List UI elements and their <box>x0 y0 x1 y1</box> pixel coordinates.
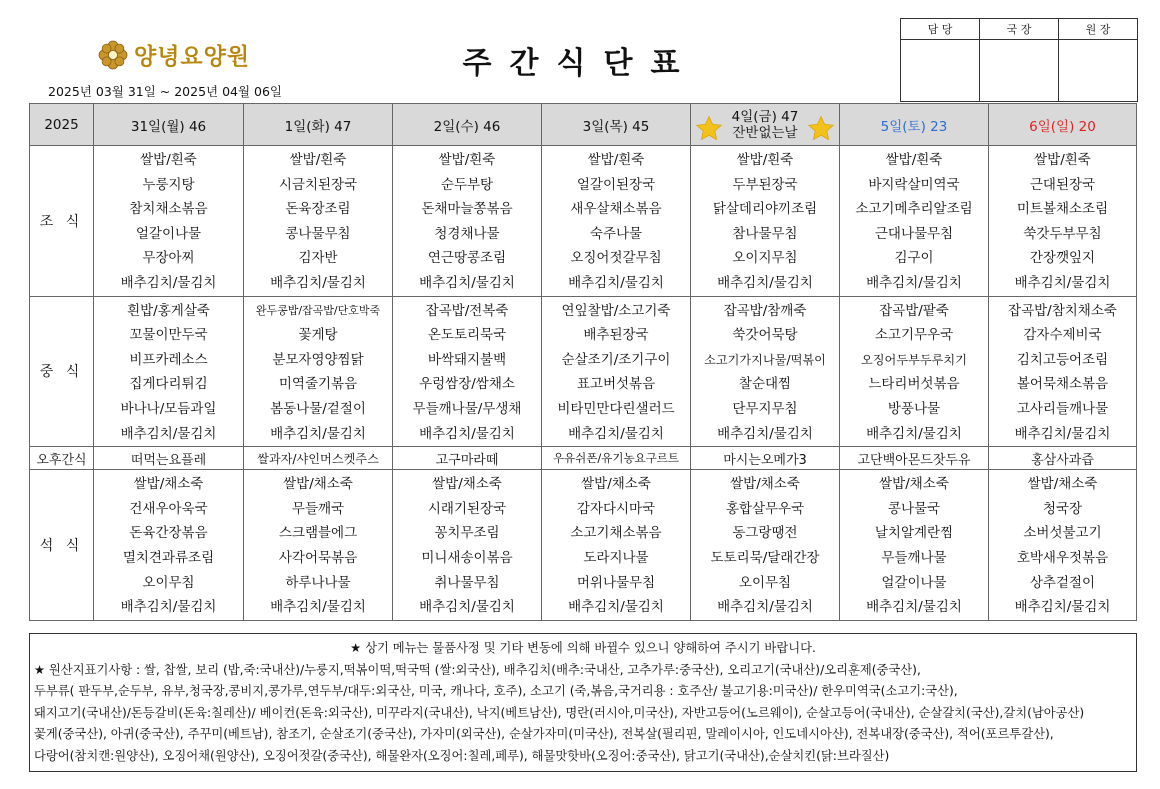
dish: 쌀밥/채소죽 <box>730 476 800 493</box>
dish: 쑥갓어묵탕 <box>732 327 798 344</box>
dish: 순살조기/조기구이 <box>561 351 671 368</box>
dish: 소고기채소볶음 <box>570 525 662 542</box>
snack-cell: 우유쉬폰/유기농요구르트 <box>542 447 691 470</box>
dish: 도라지나물 <box>583 549 649 566</box>
day-header-sunday: 6일(일) 20 <box>989 104 1137 146</box>
dish: 소버섯불고기 <box>1023 525 1102 542</box>
dish: 오징어젓갈무침 <box>570 250 662 267</box>
dish: 시금치된장국 <box>278 176 358 193</box>
origin-line: 돼지고기(국내산)/돈등갈비(돈육:칠레산)/ 베이컨(돈육:외국산), 미꾸라지(국내산), 낙지(베트남산), 명란(러시아,미국산), 자반고등어(노르웨이), 순살고등어(국내산), 순살갈치(국산),갈치(남아공산) <box>34 705 1085 720</box>
origin-line: 꽃게(중국산), 아귀(중국산), 주꾸미(베트남), 참조기, 순살조기(중국산), 가자미(외국산), 순살가자미(미국산), 전복살(필리핀, 말레이시아, 인도네시아산), 전복내장(중국산), 적어(포르투갈산), <box>34 727 1054 742</box>
dish: 소고기가지나물/떡볶이 <box>704 352 826 367</box>
menu-cell <box>691 146 840 297</box>
dish: 상추겉절이 <box>1029 574 1096 591</box>
dish: 단무지무침 <box>732 400 798 417</box>
dish: 김구이 <box>894 250 934 267</box>
menu-cell <box>542 470 691 621</box>
menu-cell <box>393 296 542 447</box>
dish: 잡곡밥/참깨죽 <box>723 302 807 319</box>
day-header-special <box>691 104 840 146</box>
dish: 쌀밥/흰죽 <box>587 152 645 168</box>
dish: 배추김치/물김치 <box>270 274 366 291</box>
page-title: 주간식단표 <box>462 46 698 81</box>
dish: 무들깨나물/무생채 <box>412 400 522 417</box>
flower-logo-icon <box>98 40 128 70</box>
dish: 쌀밥/채소죽 <box>283 476 353 493</box>
dish: 날치알계란찜 <box>874 525 954 542</box>
dish: 배추된장국 <box>583 327 649 344</box>
date-range: 2025년 03월 31일 ~ 2025년 04월 06일 <box>48 84 283 99</box>
day-header: 1일(화) 47 <box>244 104 393 146</box>
dish: 바지락살미역국 <box>868 176 960 193</box>
dish: 얼갈이나물 <box>881 574 947 591</box>
snack-cell: 고단백아몬드잣두유 <box>840 447 989 470</box>
dish: 미트볼채소조림 <box>1016 201 1109 218</box>
dish: 연근땅콩조림 <box>427 250 507 267</box>
dish: 잡곡밥/전복죽 <box>425 302 509 319</box>
snack-row <box>30 447 1137 470</box>
dish: 스크램블에그 <box>278 525 358 542</box>
dish: 새우살채소볶음 <box>570 201 662 218</box>
dish: 찰순대찜 <box>738 376 792 393</box>
approval-label: 담 당 <box>901 19 980 40</box>
dish: 쌀밥/흰죽 <box>140 152 197 168</box>
dish: 감자다시마국 <box>576 500 656 517</box>
dish: 온도토리묵국 <box>427 327 507 344</box>
dish: 소고기메추리알조림 <box>855 201 973 218</box>
approval-sign-cell[interactable] <box>980 40 1059 102</box>
day-header-saturday: 5일(토) 23 <box>840 104 989 146</box>
dish: 배추김치/물김치 <box>120 425 217 442</box>
menu-cell <box>244 296 393 447</box>
dish: 참치채소볶음 <box>129 201 208 218</box>
dish: 미니새송이볶음 <box>421 549 513 566</box>
dish: 얼갈이된장국 <box>576 176 656 193</box>
menu-cell <box>691 296 840 447</box>
dish: 쌀밥/흰죽 <box>736 152 794 168</box>
dish: 쌀밥/채소죽 <box>581 476 651 493</box>
day-sub-label: 잔반없는날 <box>732 124 798 141</box>
dish: 김치고등어조림 <box>1016 351 1109 368</box>
approval-label: 국 장 <box>980 19 1059 40</box>
day-header: 31일(월) 46 <box>94 104 244 146</box>
dish: 꼬물이만두국 <box>129 327 208 344</box>
day-label: 4일(금) 47 <box>731 108 799 125</box>
meal-label: 오후간식 <box>30 447 94 470</box>
dish: 미역줄기볶음 <box>278 376 358 393</box>
meal-label: 석 식 <box>30 470 94 621</box>
dish: 청경채나물 <box>434 225 500 242</box>
menu-cell <box>393 146 542 297</box>
menu-cell <box>840 470 989 621</box>
dish: 청국장 <box>1042 500 1083 517</box>
logo <box>98 38 250 71</box>
dish: 느타리버섯볶음 <box>868 376 960 393</box>
dish: 흰밥/홍게살죽 <box>127 302 210 319</box>
dish: 간장깻잎지 <box>1029 250 1096 267</box>
dish: 쌀밥/채소죽 <box>1027 476 1098 493</box>
dish: 호박새우젓볶음 <box>1016 549 1109 566</box>
dish: 무들깨나물 <box>881 549 947 566</box>
dish: 배추김치/물김치 <box>568 425 664 442</box>
day-header: 2일(수) 46 <box>393 104 542 146</box>
dish: 잡곡밥/팥죽 <box>879 302 949 319</box>
dish: 근대된장국 <box>1029 176 1096 193</box>
dish: 배추김치/물김치 <box>866 274 962 291</box>
origin-line: 다랑어(참치캔:원양산), 오징어채(원양산), 오징어젓갈(중국산), 해물완자(오징어:칠레,페루), 해물맛핫바(오징어:중국산), 닭고기(국내산),순살치킨(닭:브라질산) <box>34 748 890 763</box>
snack-cell: 쌀과자/샤인머스켓주스 <box>244 447 393 470</box>
dish: 배추김치/물김치 <box>568 599 664 616</box>
dish: 배추김치/물김치 <box>1014 425 1111 442</box>
dinner-row <box>30 470 1137 621</box>
dish: 배추김치/물김치 <box>866 425 962 442</box>
dish: 배추김치/물김치 <box>1014 274 1111 291</box>
dish: 돈육장조림 <box>285 201 351 218</box>
day-header: 3일(목) 45 <box>542 104 691 146</box>
dish: 홍합살무우국 <box>725 500 805 517</box>
menu-cell <box>691 470 840 621</box>
dish: 꽃게탕 <box>298 327 338 344</box>
approval-box <box>900 18 1138 102</box>
dish: 취나물무침 <box>434 574 500 591</box>
menu-cell <box>989 470 1137 621</box>
star-icon <box>806 114 836 144</box>
menu-cell <box>989 296 1137 447</box>
dish: 배추김치/물김치 <box>717 599 813 616</box>
dish: 누룽지탕 <box>142 176 195 193</box>
snack-cell: 마시는오메가3 <box>691 447 840 470</box>
dish: 사각어묵볶음 <box>278 549 358 566</box>
dish: 머위나물무침 <box>576 574 656 591</box>
dish: 봄동나물/겉절이 <box>270 400 366 417</box>
dish: 콩나물무침 <box>285 225 351 242</box>
dish: 배추김치/물김치 <box>419 425 515 442</box>
dish: 도토리묵/달래간장 <box>710 549 820 566</box>
dish: 숙주나물 <box>589 225 643 242</box>
dish: 비프카레소스 <box>129 351 208 368</box>
dish: 오징어두부두루치기 <box>861 352 967 367</box>
dish: 꽁치무조림 <box>434 525 500 542</box>
approval-sign-cell[interactable] <box>1059 40 1138 102</box>
dish: 얼갈이나물 <box>135 225 202 242</box>
dish: 시래기된장국 <box>427 500 507 517</box>
dish: 배추김치/물김치 <box>270 425 366 442</box>
dish: 잡곡밥/참치채소죽 <box>1008 302 1117 319</box>
dish: 무장아찌 <box>142 250 195 267</box>
dish: 배추김치/물김치 <box>419 274 515 291</box>
menu-cell <box>840 296 989 447</box>
notice-text: ★ 상기 메뉴는 물품사정 및 기타 변동에 의해 바뀔수 있으니 양해하여 주시기 바랍니다. <box>350 641 816 655</box>
dish: 참나물무침 <box>732 225 798 242</box>
dish: 집게다리튀김 <box>129 376 208 393</box>
origin-line: ★ 원산지표기사항 : 쌀, 찹쌀, 보리 (밥,죽:국내산)/누룽지,떡볶이떡,떡국떡 (쌀:외국산), 배추김치(배추:국내산, 고추가루:중국산), 오리고기(국내산)/오리훈제(중국산), <box>34 662 921 677</box>
dish: 완두콩밥/잡곡밥/단호박죽 <box>255 303 381 317</box>
dish: 우렁쌈장/쌈채소 <box>419 376 515 393</box>
dish: 감자수제비국 <box>1023 327 1102 344</box>
dish: 쌀밥/채소죽 <box>432 476 502 493</box>
dish: 쌀밥/채소죽 <box>879 476 949 493</box>
dish: 비타민만다린샐러드 <box>557 400 675 417</box>
dish: 배추김치/물김치 <box>120 599 217 616</box>
dish: 배추김치/물김치 <box>568 274 664 291</box>
dish: 순두부탕 <box>440 176 494 193</box>
dish: 돈채마늘쫑볶음 <box>421 201 513 218</box>
dish: 오이무침 <box>738 574 792 591</box>
menu-cell <box>840 146 989 297</box>
dish: 표고버섯볶음 <box>576 376 656 393</box>
dish: 오이지무침 <box>732 250 798 267</box>
menu-cell <box>989 146 1137 297</box>
dish: 무들깨국 <box>291 500 345 517</box>
menu-cell <box>244 470 393 621</box>
dish: 바싹돼지불백 <box>427 351 507 368</box>
dish: 오이무침 <box>142 574 195 591</box>
dish: 볼어묵채소볶음 <box>1016 376 1109 393</box>
dish: 동그랑땡전 <box>732 525 798 542</box>
dish: 고사리들깨나물 <box>1016 400 1109 417</box>
dish: 배추김치/물김치 <box>866 599 962 616</box>
logo-text: 양녕요양원 <box>134 44 251 70</box>
meal-label: 중 식 <box>30 296 94 447</box>
menu-cell <box>542 146 691 297</box>
dish: 배추김치/물김치 <box>1014 599 1111 616</box>
dish: 쌀밥/흰죽 <box>438 152 496 168</box>
meal-label: 조 식 <box>30 146 94 297</box>
dish: 건새우아욱국 <box>129 500 208 517</box>
menu-cell <box>94 146 244 297</box>
dish: 쌀밥/흰죽 <box>1034 152 1091 168</box>
dish: 배추김치/물김치 <box>717 274 813 291</box>
menu-cell <box>542 296 691 447</box>
notes-box <box>29 633 1137 772</box>
dish: 닭살데리야끼조림 <box>712 201 818 218</box>
dish: 방풍나물 <box>887 400 941 417</box>
dish: 쌀밥/채소죽 <box>133 476 204 493</box>
dish: 연잎찰밥/소고기죽 <box>561 302 671 319</box>
dish: 콩나물국 <box>887 500 941 517</box>
dish: 하루나나물 <box>285 574 351 591</box>
dish: 멸치견과류조림 <box>122 549 215 566</box>
menu-cell <box>244 146 393 297</box>
menu-cell <box>94 296 244 447</box>
menu-cell <box>393 470 542 621</box>
dish: 두부된장국 <box>732 176 798 193</box>
origin-line: 두부류( 판두부,순두부, 유부,청국장,콩비지,콩가루,연두부/대두:외국산, 미국, 캐나다, 호주), 소고기 (죽,볶음,국거리용 : 호주산/ 불고기용:미국산)/ 한우미역국(소고기:국산), <box>34 684 958 699</box>
dish: 배추김치/물김치 <box>120 274 217 291</box>
dish: 배추김치/물김치 <box>717 425 813 442</box>
dish: 쌀밥/흰죽 <box>885 152 943 168</box>
dish: 소고기무우국 <box>874 327 954 344</box>
dish: 근대나물무침 <box>874 225 954 242</box>
lunch-row <box>30 296 1137 447</box>
snack-cell: 떠먹는요플레 <box>94 447 244 470</box>
breakfast-row <box>30 146 1137 297</box>
approval-sign-cell[interactable] <box>901 40 980 102</box>
snack-cell: 홍삼사과즙 <box>989 447 1137 470</box>
dish: 배추김치/물김치 <box>270 599 366 616</box>
dish: 돈육간장볶음 <box>129 525 208 542</box>
snack-cell: 고구마라떼 <box>393 447 542 470</box>
weekly-menu-table <box>29 103 1137 621</box>
dish: 쑥갓두부무침 <box>1023 225 1102 242</box>
dish: 배추김치/물김치 <box>419 599 515 616</box>
dish: 분모자영양찜닭 <box>272 351 364 368</box>
menu-cell <box>94 470 244 621</box>
approval-label: 원 장 <box>1059 19 1138 40</box>
dish: 바나나/모듬과일 <box>120 400 217 417</box>
star-icon <box>694 114 724 144</box>
dish: 김자반 <box>298 250 338 267</box>
dish: 쌀밥/흰죽 <box>289 152 347 168</box>
year-header: 2025 <box>30 104 94 146</box>
